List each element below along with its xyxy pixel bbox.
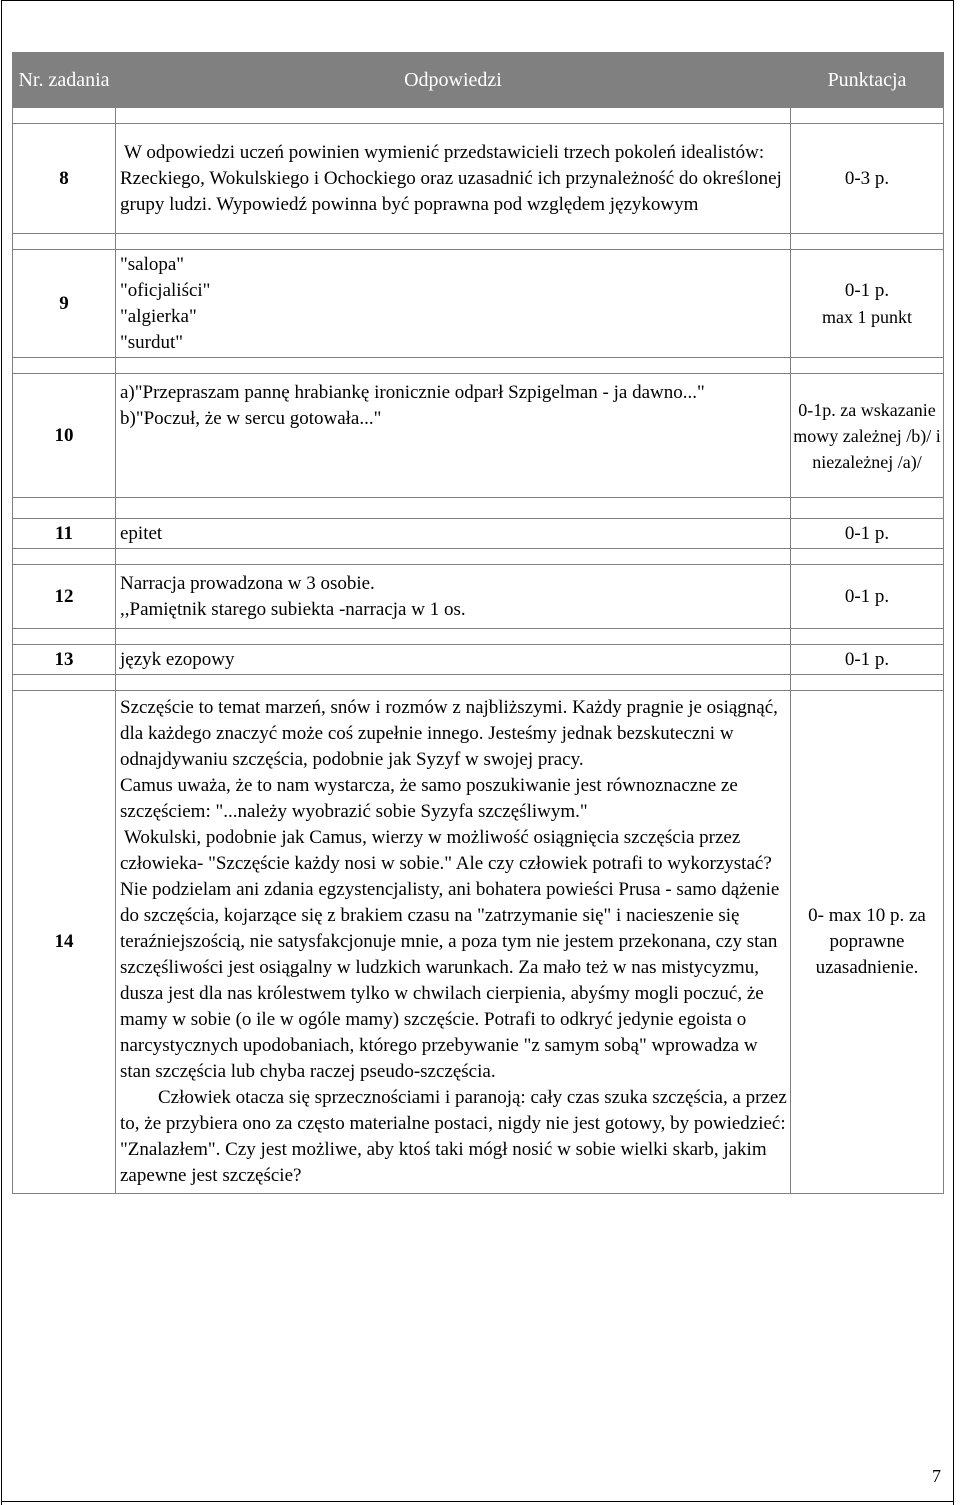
answer-line-a: a)"Przepraszam pannę hrabiankę ironicznie odparł Szpigelman - ja dawno..." — [120, 382, 705, 403]
page-frame-top — [1, 0, 954, 1]
table-header-row — [13, 53, 944, 108]
page-frame-right — [953, 0, 954, 1505]
task-number: 14 — [13, 691, 116, 1194]
task-answer — [116, 565, 791, 629]
points-note: max 1 punkt — [822, 306, 912, 327]
task-number: 13 — [13, 645, 116, 675]
task-answer — [116, 691, 791, 1194]
task-points: 0-1 p. — [791, 519, 944, 549]
task-row-14 — [13, 691, 944, 1194]
answer-line: "surdut" — [120, 331, 184, 353]
task-points — [791, 250, 944, 358]
essay-paragraph-3: Wokulski, podobnie jak Camus, wierzy w możliwość osiągnięcia szczęścia przez człowieka- "Szczęście każdy nosi w sobie." Ale czy człowiek potrafi to wykorzystać? Nie podzielam ani zdania egzystencjalisty, ani bohatera powieści Prusa - samo dążenie do szczęścia, kojarzące się z brakiem czasu na "zatrzymanie się" i nacieszenie się teraźniejszością, nie satysfakcjonuje mnie, a poza tym nie jestem przekonana, czy stan szczęśliwości jest osiągalny w ludzkich warunkach. Za mało też w nas mistycyzmu, dusza jest dla nas królestwem tylko w chwilach cierpienia, abyśmy mogli poczuć, że mamy w sobie (o ile w ogóle mamy) szczęście. Potrafi to odkryć jedynie egoista o narcystycznych upodobaniach, którego przebywanie "z samym sobą" wprowadza w stan szczęścia lub chyba raczej pseudo-szczęścia. — [120, 827, 780, 1082]
task-answer: język ezopowy — [116, 645, 791, 675]
spacer-row — [13, 234, 944, 250]
page-frame-bottom — [1, 1501, 954, 1502]
spacer-row — [13, 108, 944, 124]
points-value: 0-1 p. — [844, 279, 890, 301]
task-answer — [116, 250, 791, 358]
answer-line: Narracja prowadzona w 3 osobie. — [120, 572, 375, 594]
task-answer — [116, 124, 791, 234]
task-points: 0- max 10 p. za poprawne uzasadnienie. — [791, 691, 944, 1194]
task-row-11 — [13, 519, 944, 549]
spacer-row — [13, 498, 944, 519]
header-task-number: Nr. zadania — [13, 53, 116, 108]
essay-paragraph-1: Szczęście to temat marzeń, snów i rozmów z najbliższymi. Każdy pragnie je osiągnąć, dla każdego znaczyć może coś zupełnie innego. Jesteśmy jednak bezskuteczni w odnajdywaniu szczęścia, podobnie jak Syzyf w swojej pracy. — [120, 697, 778, 770]
essay-paragraph-2: Camus uważa, że to nam wystarcza, że samo poszukiwanie jest równoznaczne ze szczęściem: "...należy wyobrazić sobie Syzyfa szczęśliwym." — [120, 775, 738, 822]
essay-paragraph-4: Człowiek otacza się sprzecznościami i paranoją: cały czas szuka szczęścia, a przez to, że przybiera ono za często materialne postaci, nigdy nie jest gotowy, by powiedzieć: "Znalazłem". Czy jest możliwe, aby ktoś taki mógł nosić w sobie wielki skarb, jakim zapewne jest szczęście? — [120, 1087, 787, 1186]
task-answer — [116, 374, 791, 498]
task-points: 0-1 p. — [791, 645, 944, 675]
answer-text: W odpowiedzi uczeń powinien wymienić przedstawicieli trzech pokoleń idealistów: Rzeckiego, Wokulskiego i Ochockiego oraz uzasadnić ich przynależność do określonej grupy ludzi. Wypowiedź powinna być poprawna pod względem językowym — [120, 141, 782, 215]
essay-paragraph-4-wrap — [120, 1085, 790, 1189]
task-points: 0-1 p. — [791, 565, 944, 629]
task-answer: epitet — [116, 519, 791, 549]
answer-line: "oficjaliści" — [120, 279, 211, 301]
spacer-row — [13, 358, 944, 374]
answer-line: ,,Pamiętnik starego subiekta -narracja w 1 os. — [120, 598, 466, 620]
spacer-row — [13, 629, 944, 645]
task-number: 9 — [13, 250, 116, 358]
task-number: 12 — [13, 565, 116, 629]
task-row-8 — [13, 124, 944, 234]
task-points: 0-3 p. — [791, 124, 944, 234]
answer-key-table — [12, 52, 944, 1194]
answer-line: "algierka" — [120, 305, 197, 327]
task-row-13 — [13, 645, 944, 675]
task-row-9 — [13, 250, 944, 358]
task-number: 8 — [13, 124, 116, 234]
answer-line-b: b)"Poczuł, że w sercu gotowała..." — [120, 408, 382, 429]
task-points: 0-1p. za wskazanie mowy zależnej /b)/ i niezależnej /a)/ — [791, 374, 944, 498]
header-answers: Odpowiedzi — [116, 53, 791, 108]
task-number: 10 — [13, 374, 116, 498]
header-points: Punktacja — [791, 53, 944, 108]
spacer-row — [13, 549, 944, 565]
spacer-row — [13, 675, 944, 691]
page-frame-left — [1, 0, 2, 1505]
task-number: 11 — [13, 519, 116, 549]
page-number: 7 — [932, 1466, 941, 1486]
answer-line: "salopa" — [120, 253, 185, 275]
task-row-10 — [13, 374, 944, 498]
task-row-12 — [13, 565, 944, 629]
